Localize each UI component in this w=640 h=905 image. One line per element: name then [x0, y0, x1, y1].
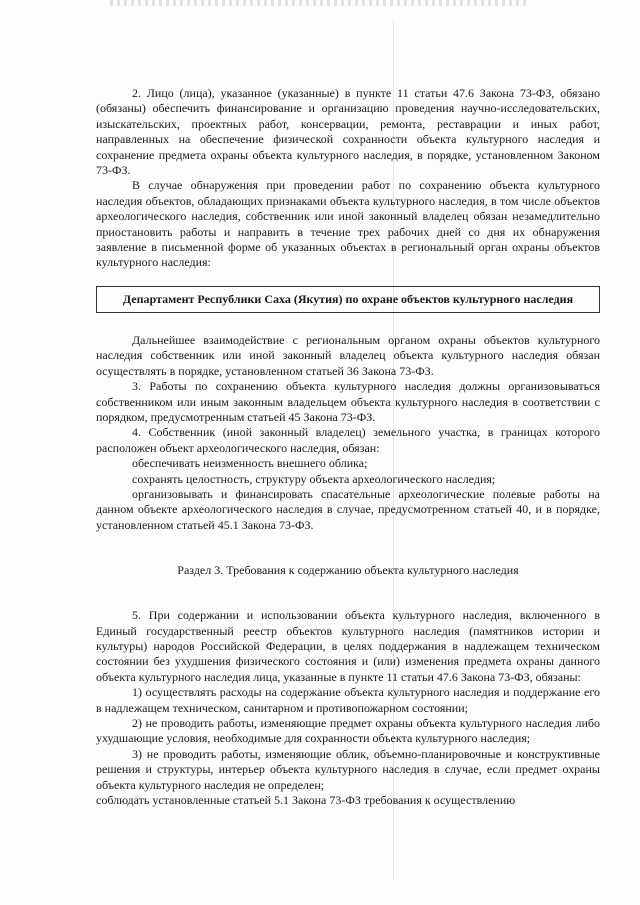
- paragraph-subitem-1: 1) осуществлять расходы на содержание объекта культурного наследия и поддержание его в надлежащем техническом, санитарном и противопожарном состоянии;: [96, 685, 600, 715]
- scan-artifact-top: [110, 0, 530, 6]
- paragraph-subitem-2: 2) не проводить работы, изменяющие предмет охраны объекта культурного наследия либо ухудшающие условия, необходимые для сохранности объекта культурного наследия;: [96, 716, 600, 746]
- paragraph-interaction: Дальнейшее взаимодействие с региональным органом охраны объектов культурного наследия собственник или иной законный владелец объекта культурного наследия обязан осуществлять в порядке, установленном статьей 36 Закона 73-ФЗ.: [96, 332, 600, 378]
- paragraph-obligation-appearance: обеспечивать неизменность внешнего облика;: [132, 456, 368, 471]
- document-body: [96, 86, 600, 808]
- paragraph-discovery: В случае обнаружения при проведении работ по сохранению объекта культурного наследия объектов, обладающих признаками объекта культурного наследия, в том числе объектов археологического наследия, собственник или иной законный владелец обязан незамедлительно приостановить работы и направить в течение трех рабочих дней со дня их обнаружения заявление в письменной форме об указанных объектах в региональный орган охраны объектов культурного наследия:: [96, 178, 600, 270]
- section-heading: Раздел 3. Требования к содержанию объекта культурного наследия: [177, 563, 519, 578]
- paragraph-last-line: соблюдать установленные статьей 5.1 Закона 73-ФЗ требования к осуществлению: [96, 793, 516, 808]
- authority-box: Департамент Республики Саха (Якутия) по охране объектов культурного наследия: [96, 286, 600, 313]
- paragraph-item-2: 2. Лицо (лица), указанное (указанные) в пункте 11 статьи 47.6 Закона 73-ФЗ, обязано (обязаны) обеспечить финансирование и организацию проведения научно-исследовательских, изыскательских, проектных работ, консервации, ремонта, реставрации и иных работ, направленных на обеспечение физической сохранности объекта культурного наследия и сохранение предмета охраны объекта культурного наследия, в порядке, установленном Законом 73-ФЗ.: [96, 86, 600, 178]
- paragraph-item-4: 4. Собственник (иной законный владелец) земельного участка, в границах которого расположен объект археологического наследия, обязан:: [96, 425, 600, 455]
- paragraph-subitem-3: 3) не проводить работы, изменяющие облик, объемно-планировочные и конструктивные решения и структуры, интерьер объекта культурного наследия в случае, если предмет охраны объекта культурного наследия не определен;: [96, 746, 600, 792]
- paragraph-obligation-rescue: организовывать и финансировать спасательные археологические полевые работы на данном объекте археологического наследия в случае, предусмотренном статьей 40, и в порядке, установленном статьей 45.1 Закона 73-ФЗ.: [96, 486, 600, 532]
- paragraph-item-5: 5. При содержании и использовании объекта культурного наследия, включенного в Единый государственный реестр объектов культурного наследия (памятников истории и культуры) народов Российской Федерации, в целях поддержания в надлежащем техническом состоянии без ухудшения физического состояния и (или) изменения предмета охраны данного объекта культурного наследия лица, указанные в пункте 11 статьи 47.6 Закона 73-ФЗ, обязаны:: [96, 608, 600, 684]
- paragraph-item-3: 3. Работы по сохранению объекта культурного наследия должны организовываться собственником или иным законным владельцем объекта культурного наследия в соответствии с порядком, предусмотренным статьей 45 Закона 73-ФЗ.: [96, 379, 600, 424]
- paragraph-obligation-integrity: сохранять целостность, структуру объекта археологического наследия;: [132, 471, 496, 486]
